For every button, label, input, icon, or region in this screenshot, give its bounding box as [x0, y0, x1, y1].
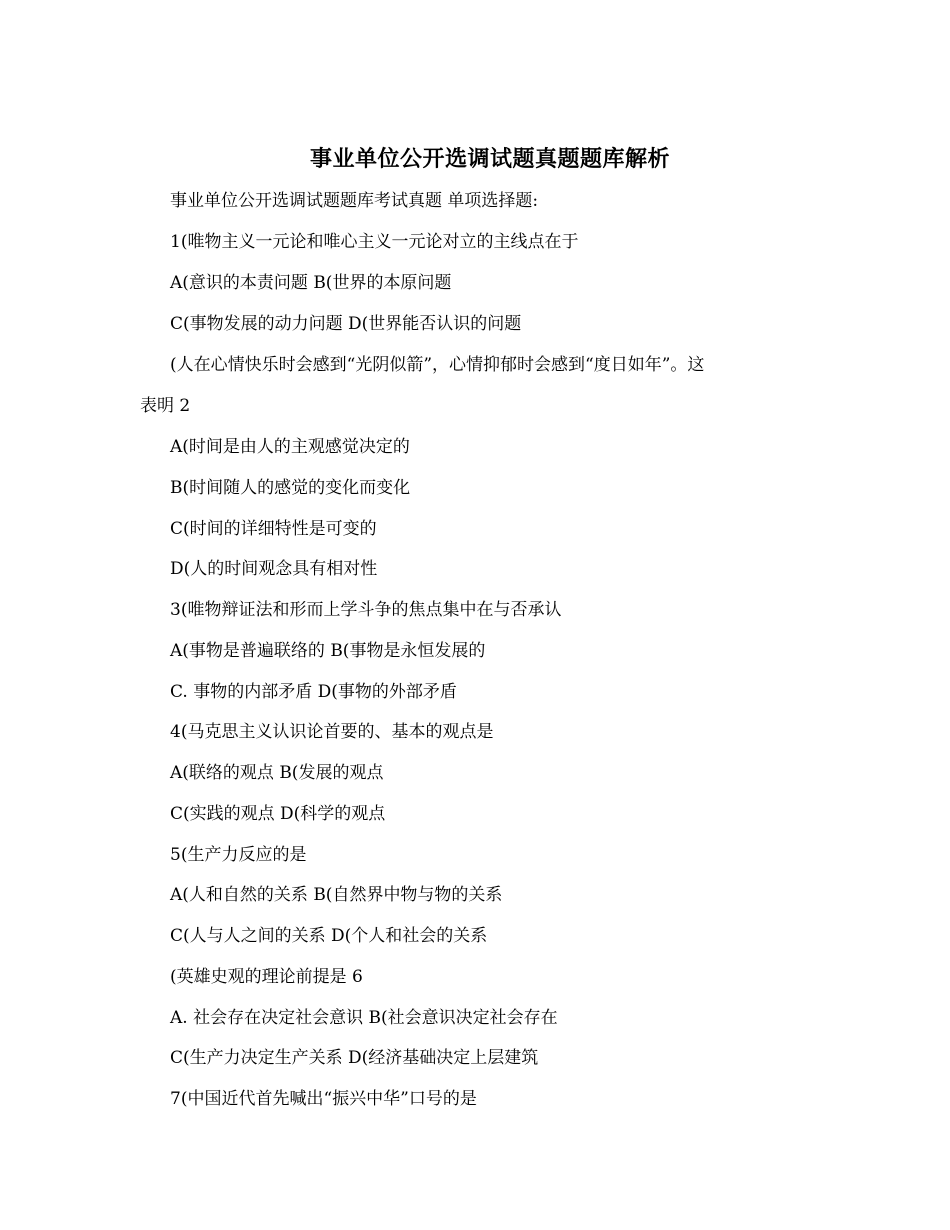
intro-line: 事业单位公开选调试题题库考试真题 单项选择题:: [170, 191, 539, 211]
question-4-options-cd: C(实践的观点 D(科学的观点: [170, 804, 386, 824]
question-3-options-cd: C. 事物的内部矛盾 D(事物的外部矛盾: [170, 682, 457, 702]
question-2: (人在心情快乐时会感到“光阴似箭”，心情抑郁时会感到“度日如年”。这: [170, 355, 705, 375]
question-2-option-b: B(时间随人的感觉的变化而变化: [170, 478, 411, 498]
question-2-option-a: A(时间是由人的主观感觉决定的: [170, 437, 410, 457]
question-6-options-ab: A. 社会存在决定社会意识 B(社会意识决定社会存在: [170, 1008, 558, 1028]
question-5-options-ab: A(人和自然的关系 B(自然界中物与物的关系: [170, 885, 503, 905]
question-3-options-ab: A(事物是普遍联络的 B(事物是永恒发展的: [170, 641, 486, 661]
question-5: 5(生产力反应的是: [170, 845, 307, 865]
document-title: 事业单位公开选调试题真题题库解析: [309, 146, 670, 172]
question-7: 7(中国近代首先喊出“振兴中华”口号的是: [170, 1089, 477, 1109]
question-1-options-cd: C(事物发展的动力问题 D(世界能否认识的问题: [170, 314, 522, 334]
question-2-option-c: C(时间的详细特性是可变的: [170, 519, 377, 539]
question-2-option-d: D(人的时间观念具有相对性: [170, 559, 378, 579]
question-3: 3(唯物辩证法和形而上学斗争的焦点集中在与否承认: [170, 600, 562, 620]
question-6: (英雄史观的理论前提是 6: [170, 967, 363, 987]
question-4: 4(马克思主义认识论首要的、基本的观点是: [170, 722, 494, 742]
question-4-options-ab: A(联络的观点 B(发展的观点: [170, 763, 384, 783]
question-6-options-cd: C(生产力决定生产关系 D(经济基础决定上层建筑: [170, 1048, 539, 1068]
question-5-options-cd: C(人与人之间的关系 D(个人和社会的关系: [170, 926, 488, 946]
question-1-options-ab: A(意识的本责问题 B(世界的本原问题: [170, 273, 452, 293]
question-2-continued: 表明 2: [140, 396, 191, 416]
question-1: 1(唯物主义一元论和唯心主义一元论对立的主线点在于: [170, 232, 579, 252]
